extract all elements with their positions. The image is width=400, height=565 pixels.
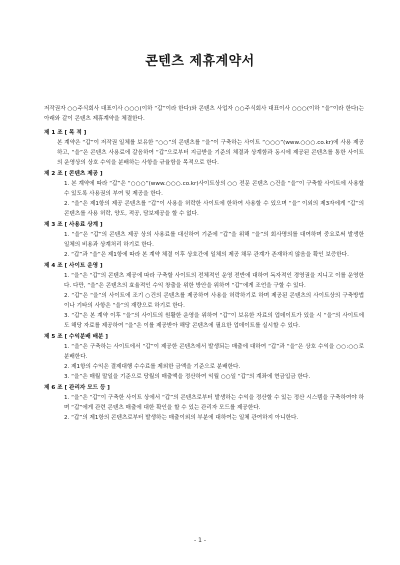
article-1 [44,128,364,168]
article-item: 2. “을”은 제1항의 제공 콘텐츠를 “갑”이 사용을 허락한 사이트에 한하여 사용할 수 있으며 “을” 이외의 제3자에게 “갑”의 콘텐츠를 사용 허락, 양도, 적공, 담보제공을 할 수 없다. [64,201,364,218]
page-number: - 1 - [194,537,206,544]
article-item: 2. 제1항의 수익은 결제대행 수수료를 제외한 금액을 기준으로 분배한다. [64,364,241,371]
article-items [44,393,364,423]
article-items [44,271,364,332]
article-items [44,230,364,260]
article-3 [44,220,364,260]
article-5 [44,332,364,382]
intro-paragraph: 저작권자 ○○주식회사 대표이사 ○○○(이하 “갑”이라 한다)와 콘텐츠 사업자 ○○주식회사 대표이사 ○○○(이하 “을”이라 한다)는 아래와 같이 콘텐츠 제휴계약을 체결한다. [44,106,364,123]
article-heading: 제 3 조 [ 사용료 상계 ] [44,221,103,228]
articles-container [44,128,364,424]
article-text: 본 계약은 “갑”이 저작권 일체를 보유한 “○○”의 콘텐츠를 “을”이 구축하는 사이트 “○○○”(www.○○○.co.kr)에 사용 제공하고, “을”은 콘텐츠 사용료에 갈음하여 “갑”으로부터 지급받을 기준의 체결과 상계함과 동시에 제공된 콘텐츠를 통한 사이트의 운영상의 상호 수익을 분배하는 사항을 규율함을 목적으로 한다. [57,140,364,167]
article-heading: 제 4 조 [ 사이트 운영 ] [44,262,103,269]
article-item: 3. “갑”은 본 계약 이후 “을”의 사이트의 원활한 운영을 위하여 “갑”이 보유한 자료의 업데이트가 있을 시 “을”의 사이트에도 해당 자료를 제공하여 “을”은 이를 제공받아 해당 콘텐츠에 필요한 업데이트를 실시할 수 있다. [64,313,364,330]
article-6 [44,383,364,423]
article-item: 1. “을”은 “갑”이 구축한 사이트 상에서 “갑”의 콘텐츠로부터 발생하는 수익을 정산할 수 있는 정산 시스템을 구축하여야 하며 “갑”에게 관련 콘텐츠 매출에 대한 확인을 할 수 있는 관리자 모드를 제공한다. [64,394,364,412]
article-4 [44,261,364,332]
article-2 [44,169,364,219]
article-item: 2. “갑”은 “을”의 사이트에 조기 ○건의 콘텐츠를 제공하여 사용을 허락하기로 하며 제공된 콘텐츠의 사이트상의 구축방법이나 기타의 사항은 “을”의 재량으로 하기로 한다. [64,293,364,310]
article-heading: 제 2 조 [ 콘텐츠 제공 ] [44,170,103,177]
article-item: 2. “갑”의 제1항의 콘텐츠로부터 발생하는 매출이외의 부분에 대하여는 일체 관여하지 아니한다. [64,415,299,422]
article-item: 1. “을”은 구축하는 사이트에서 “갑”이 제공한 콘텐츠에서 발생되는 매출에 대하여 “갑”과 “을”은 상호 수익을 ○○:○○로 분배한다. [64,343,364,361]
article-items [44,179,364,219]
article-heading: 제 1 조 [ 목 적 ] [44,130,87,136]
article-item: 2. “갑”과 “을”은 제1항에 따라 본 계약 체결 이후 상호간에 일체의 제공 채무 관계가 존재하지 않음을 확인 보증한다. [64,252,349,259]
article-item: 3. “을”은 매월 말일을 기준으로 당월의 매출액을 정산하여 익월 ○○일 “갑”의 계좌에 현금입금 한다. [64,374,311,381]
article-item: 1. 본 계약에 따라 “갑”은 “○○○”(www.○○○.co.kr)사이트상의 ○○ 전문 콘텐츠 ○건을 “을”이 구축할 사이트에 사용할 수 있도록 사용권의 부여 및 제공을 한다. [64,180,364,198]
article-items [44,342,364,382]
article-heading: 제 6 조 [ 관리자 모드 등 ] [44,384,110,391]
document-title: 콘텐츠 제휴계약서 [145,54,255,69]
article-item: 1. “을”은 “갑”의 콘텐츠 제공 상의 사용료를 대신하여 기준에 “갑”을 위해 “을”의 회사명의를 대여하며 중요로써 발생한 일체의 비용과 상계처리 하기로 한다. [64,231,364,249]
article-item: 1. “을”은 “갑”의 콘텐츠 제공에 따라 구축할 사이트의 전체적인 운영 전반에 대하여 독자적인 경영권을 지니고 이를 운영한다. 다만, “을”은 콘텐츠의 효율적인 수익 창출을 위한 방안을 위하여 “갑”에게 조언을 구할 수 있다. [64,272,364,289]
article-heading: 제 5 조 [ 수익분배 배분 ] [44,333,108,340]
